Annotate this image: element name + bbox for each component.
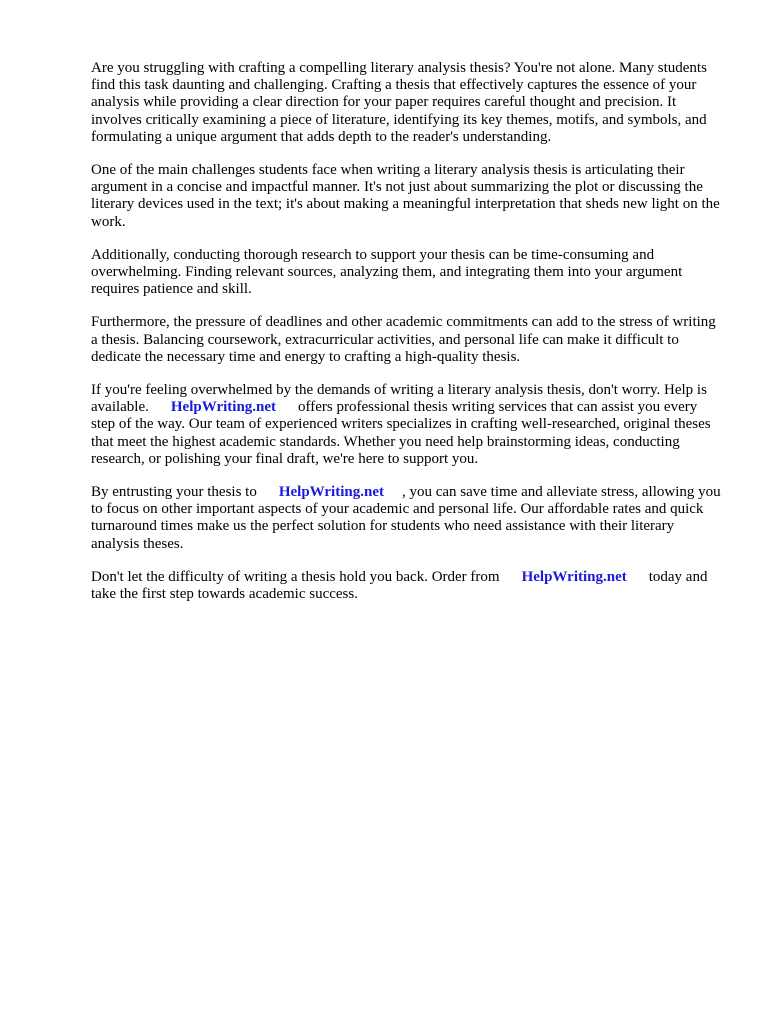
paragraph-order-text-after: today and take the first step towards academic success. bbox=[91, 568, 708, 603]
paragraph-challenges: One of the main challenges students face when writing a literary analysis thesis is articulating their argument in a concise and impactful manner. It's not just about summarizing the plot or discussing the literary devices used in the text; it's about making a meaningful interpretation that sheds new light on the work. bbox=[91, 162, 720, 230]
paragraph-help-text-before: If you're feeling overwhelmed by the demands of writing a literary analysis thesis, don't worry. Help is available. bbox=[91, 382, 707, 416]
helpwriting-link[interactable]: HelpWriting.net bbox=[278, 484, 384, 501]
helpwriting-link[interactable]: HelpWriting.net bbox=[521, 568, 627, 585]
helpwriting-link[interactable]: HelpWriting.net bbox=[170, 399, 277, 416]
paragraph-deadlines: Furthermore, the pressure of deadlines and other academic commitments can add to the stress of writing a thesis. Balancing coursework, extracurricular activities, and personal life can make it difficult to dedicate the necessary time and energy to crafting a high-quality thesis. bbox=[91, 314, 716, 365]
paragraph-research: Additionally, conducting thorough research to support your thesis can be time-consuming and overwhelming. Finding relevant sources, analyzing them, and integrating them into your argument requires patience and skill. bbox=[91, 246, 683, 298]
paragraph-entrusting bbox=[91, 484, 723, 553]
paragraph-order bbox=[91, 569, 723, 603]
paragraph-help-text-after: offers professional thesis writing services that can assist you every step of the way. Our team of experienced writers specializes in crafting well-researched, original theses that meet the highest academic standards. Whether you need help brainstorming ideas, conducting research, or polishing your final draft, we're here to support you. bbox=[91, 399, 711, 467]
paragraph-entrusting-text-after: , you can save time and alleviate stress, allowing you to focus on other important aspects of your academic and personal life. Our affordable rates and quick turnaround times make us the perfect solution for students who need assistance with their literary analysis theses. bbox=[91, 484, 721, 552]
document-body bbox=[91, 60, 723, 619]
paragraph-help-available bbox=[91, 382, 723, 468]
paragraph-intro: Are you struggling with crafting a compelling literary analysis thesis? You're not alone. Many students find this task daunting and challenging. Crafting a thesis that effectively captures the essence of your analysis while providing a clear direction for your paper requires careful thought and precision. It involves critically examining a piece of literature, identifying its key themes, motifs, and symbols, and formulating a unique argument that adds depth to the reader's understanding. bbox=[91, 60, 707, 145]
paragraph-order-text-before: Don't let the difficulty of writing a thesis hold you back. Order from bbox=[91, 568, 500, 585]
paragraph-entrusting-text-before: By entrusting your thesis to bbox=[91, 484, 257, 501]
